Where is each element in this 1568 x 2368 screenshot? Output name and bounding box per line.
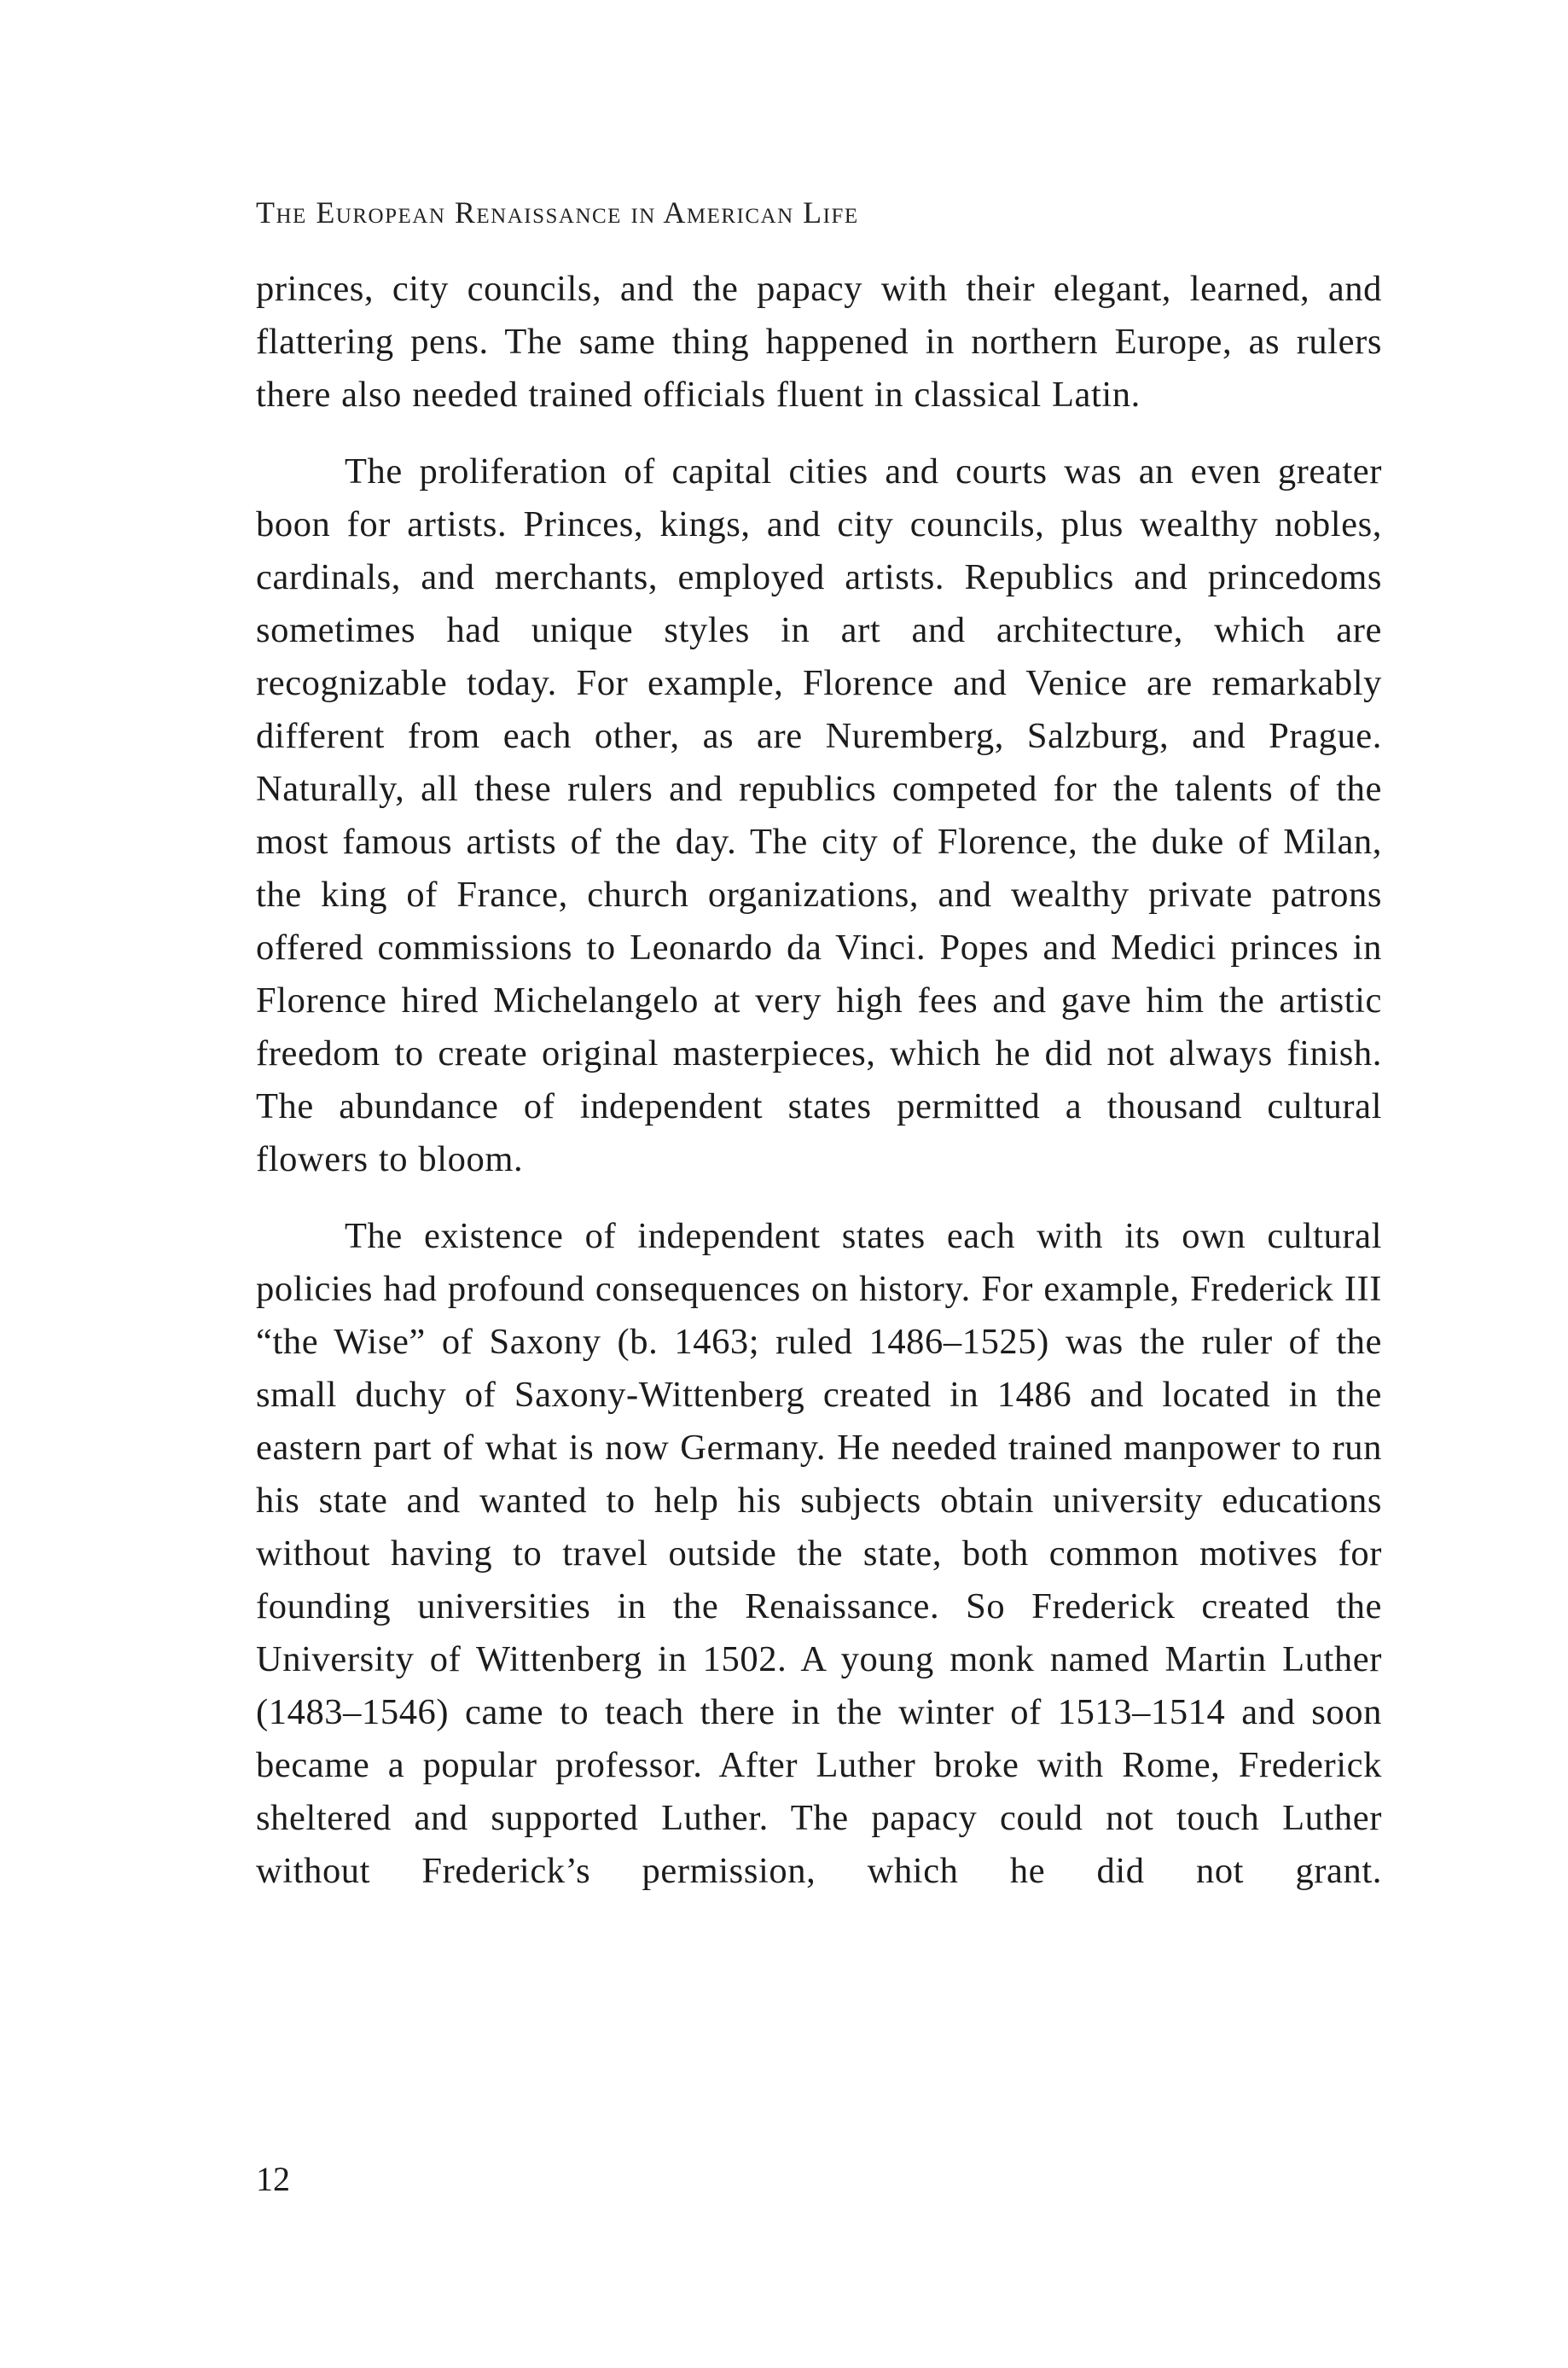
body-text	[256, 263, 1382, 1898]
paragraph-saxony: The existence of independent states each with its own cultural policies had profound consequences on history. For example, Frederick III “the Wise” of Saxony (b. 1463; ruled 1486–1525) was the ruler of the small duchy of Saxony-Wittenberg created in 1486 and located in the eastern part of what is now Germany. He needed trained manpower to run his state and wanted to help his subjects obtain university educations without having to travel outside the state, both common motives for founding universities in the Renaissance. So Frederick created the University of Wittenberg in 1502. A young monk named Martin Luther (1483–1546) came to teach there in the winter of 1513–1514 and soon became a popular professor. After Luther broke with Rome, Frederick sheltered and supported Luther. The papacy could not touch Luther without Frederick’s permission, which he did not grant.	[256, 1216, 1382, 1891]
page-number: 12	[256, 2160, 290, 2198]
paragraph-artists: The proliferation of capital cities and courts was an even greater boon for artists. Princes, kings, and city councils, plus wealthy nobles, cardinals, and merchants, employed artists. Republics and princedoms sometimes had unique styles in art and architecture, which are recognizable today. For example, Florence and Venice are remarkably different from each other, as are Nuremberg, Salzburg, and Prague. Naturally, all these rulers and republics competed for the talents of the most famous artists of the day. The city of Florence, the duke of Milan, the king of France, church organizations, and wealthy private patrons offered commissions to Leonardo da Vinci. Popes and Medici princes in Florence hired Michelangelo at very high fees and gave him the artistic freedom to create original masterpieces, which he did not always finish. The abundance of independent states permitted a thousand cultural flowers to bloom.	[256, 451, 1382, 1179]
running-head: The European Renaissance in American Life	[256, 195, 859, 230]
paragraph-continued: princes, city councils, and the papacy with their elegant, learned, and flattering pens. The same thing happened in northern Europe, as rulers there also needed trained officials fluent in classical Latin.	[256, 269, 1382, 415]
